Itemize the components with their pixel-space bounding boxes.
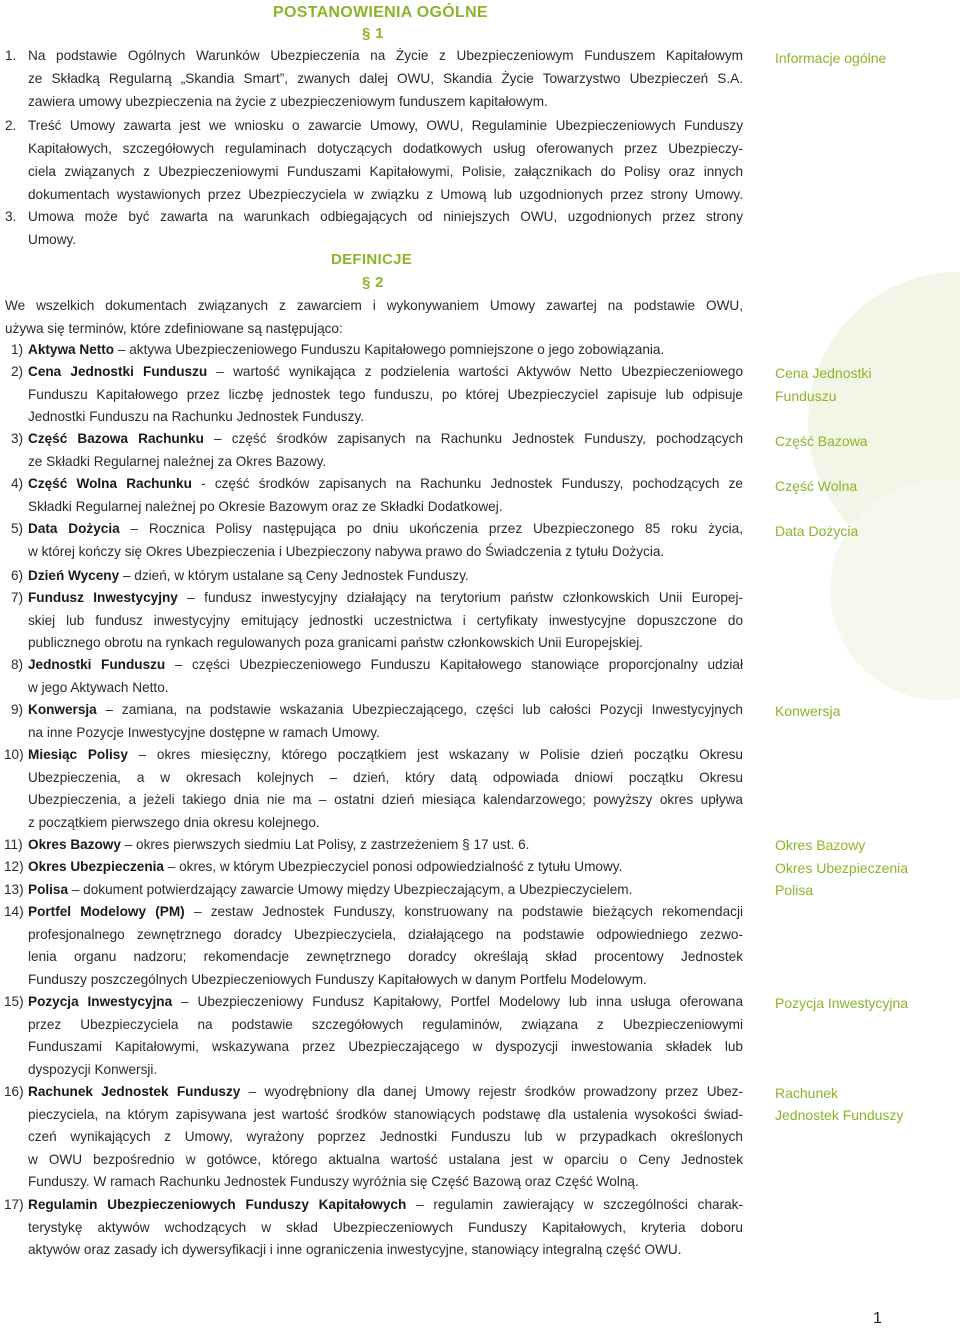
definition-term: Polisa <box>28 882 69 897</box>
definition-number: 10) <box>4 747 24 762</box>
margin-note: Okres Bazowy <box>775 837 866 853</box>
definition-number: 4) <box>11 476 24 491</box>
section-heading-general: POSTANOWIENIA OGÓLNE <box>273 4 488 21</box>
point-number: 2. <box>5 118 17 133</box>
definition-line <box>28 925 743 945</box>
margin-note: Okres Ubezpieczenia <box>775 860 909 876</box>
definition-line <box>28 519 743 539</box>
definition-line <box>28 497 503 517</box>
definition-line <box>28 1105 743 1125</box>
definition-text: profesjonalnego zewnętrznego doradcy Ubezpieczyciela, działającego na podstawie odpowiedniego zezwo- <box>28 926 743 942</box>
definition-line <box>28 362 743 382</box>
text-line: Treść Umowy zawarta jest we wniosku o zawarcie Umowy, OWU, Regulaminie Ubezpieczeniowych Funduszy <box>28 118 743 133</box>
definition-term: Część Bazowa Rachunku <box>28 431 204 446</box>
definition-term: Część Wolna Rachunku <box>28 476 192 491</box>
definition-text: czeń wynikających z Umowy, wyrażony poprzez Jednostki Funduszu lub w przypadkach określonych <box>28 1129 743 1144</box>
definition-line <box>28 947 743 967</box>
definition-line <box>28 902 743 922</box>
definition-text: skiej lub fundusz inwestycyjny emitujący jednostki uczestnictwa i certyfikaty inwestycyjne dopuszczone do <box>28 612 743 628</box>
definition-text: – regulamin zawierający w szczególności charak- <box>406 1197 743 1212</box>
definition-number: 12) <box>4 859 24 874</box>
definition-line <box>28 611 743 631</box>
definition-number: 2) <box>11 364 24 379</box>
definition-line <box>28 970 647 990</box>
definition-term: Miesiąc Polisy <box>28 747 128 762</box>
definition-text: – dzień, w którym ustalane są Ceny Jednostek Funduszy. <box>119 568 469 583</box>
definition-term: Pozycja Inwestycyjna <box>28 994 173 1009</box>
definition-line <box>28 633 643 653</box>
margin-note: Pozycja Inwestycyjna <box>775 995 909 1011</box>
definition-text: – okres, w którym Ubezpieczyciel ponosi odpowiedzialność z tytułu Umowy. <box>164 859 623 874</box>
definition-text: pieczyciela, na którym zapisywana jest wartość środków stanowiących podstawę dla ustalenia wysokości świad- <box>28 1106 743 1122</box>
definition-text: w której kończy się Okres Ubezpieczenia i Ubezpieczony nabywa prawo do Świadczenia z tytułu Dożycia. <box>28 543 665 559</box>
definition-text: Funduszami Kapitałowymi, wskazywana przez Ubezpieczającego w dyspozycji inwestowania składek lub <box>28 1039 743 1054</box>
definition-line <box>28 1218 743 1238</box>
definition-line <box>28 678 169 698</box>
definition-line <box>28 340 664 360</box>
definition-text: w jego Aktywach Netto. <box>28 679 169 695</box>
definition-line <box>28 1127 743 1147</box>
definition-text: Funduszu Kapitałowego przez liczbę jednostek tego funduszu, po której Ubezpieczyciel zapisuje lub odpisuje <box>28 386 743 402</box>
definition-text: Funduszy. W ramach Rachunku Jednostek Funduszy wyróżnia się Część Bazową oraz Część Wolną. <box>28 1174 639 1189</box>
definition-text: aktywów oraz zasady ich dywersyfikacji i inne ograniczenia inwestycyjne, stanowiący integralną część OWU. <box>28 1242 682 1257</box>
definition-term: Konwersja <box>28 702 97 717</box>
definition-line <box>28 1037 743 1057</box>
definition-text: – aktywa Ubezpieczeniowego Funduszu Kapitałowego pomniejszone o jego zobowiązania. <box>114 342 665 357</box>
paragraph-sign-1: § 1 <box>362 25 384 42</box>
margin-note: Jednostek Funduszy <box>775 1107 904 1123</box>
definition-line <box>28 474 743 494</box>
definition-number: 6) <box>11 568 24 583</box>
definition-text: – okres miesięczny, którego początkiem jest wskazany w Polisie dzień początku Okresu <box>127 747 743 762</box>
margin-note: Funduszu <box>775 388 837 404</box>
definition-text: – Rocznica Polisy następująca po dniu ukończenia przez Ubezpieczonego 85 roku życia, <box>119 521 743 536</box>
definition-line <box>28 1195 743 1215</box>
definition-text: – fundusz inwestycyjny działający na terytorium państw członkowskich Unii Europej- <box>177 590 743 605</box>
definition-number: 9) <box>11 702 24 717</box>
margin-note: Informacje ogólne <box>775 50 887 66</box>
definition-number: 1) <box>11 342 24 357</box>
page-number: 1 <box>873 1310 882 1327</box>
definition-term: Okres Bazowy <box>28 837 121 852</box>
definition-number: 5) <box>11 521 24 536</box>
text-line: Na podstawie Ogólnych Warunków Ubezpieczenia na Życie z Ubezpieczeniowym Funduszem Kapitałowym <box>28 48 743 63</box>
definition-term: Okres Ubezpieczenia <box>28 859 164 874</box>
definition-line <box>28 385 743 405</box>
definition-line <box>28 542 664 562</box>
margin-note: Część Bazowa <box>775 433 868 449</box>
definition-text: – wyodrębniony dla danej Umowy rejestr środków prowadzony przez Ubez- <box>240 1084 743 1099</box>
margin-note: Konwersja <box>775 703 841 719</box>
definition-text: – zestaw Jednostek Funduszy, konstruowany na podstawie bieżących rekomendacji <box>184 904 743 919</box>
definition-number: 16) <box>4 1084 24 1099</box>
point-number: 1. <box>5 48 17 63</box>
definition-line <box>28 700 743 720</box>
definition-number: 7) <box>11 590 24 605</box>
margin-note: Data Dożycia <box>775 523 859 539</box>
definition-line <box>28 880 632 900</box>
text-line: używa się terminów, które zdefiniowane są następująco: <box>5 321 343 336</box>
definition-number: 14) <box>4 904 24 919</box>
definition-term: Rachunek Jednostek Funduszy <box>28 1084 241 1099</box>
text-line: Umowa może być zawarta na warunkach odbiegających od niniejszych OWU, uzgodnionych przez strony <box>28 209 743 224</box>
definition-text: – części Ubezpieczeniowego Funduszu Kapitałowego stanowiące proporcjonalny udział <box>165 657 743 672</box>
margin-note: Rachunek <box>775 1085 839 1101</box>
definition-line <box>28 745 743 765</box>
definition-number: 11) <box>4 837 23 852</box>
definition-text: Jednostki Funduszu na Rachunku Jednostek Funduszy. <box>28 409 365 424</box>
definition-text: w OWU bezpośrednio w gotówce, którego aktualna wartość ustalana jest w oparciu o Ceny Jednostek <box>28 1151 743 1167</box>
definition-text: terystykę aktywów wchodzących w skład Ubezpieczeniowych Funduszy Kapitałowych, kryteria doboru <box>28 1219 743 1235</box>
definition-term: Cena Jednostki Funduszu <box>28 364 208 379</box>
definition-line <box>28 407 364 427</box>
definition-text: – zamiana, na podstawie wskazania Ubezpieczającego, części lub całości Pozycji Inwestycyjnych <box>96 702 743 717</box>
definition-text: – dokument potwierdzający zawarcie Umowy między Ubezpieczającym, a Ubezpieczycielem. <box>68 882 633 897</box>
definition-number: 15) <box>4 994 24 1009</box>
definition-line <box>28 1240 682 1260</box>
definition-line <box>28 655 743 675</box>
definition-number: 8) <box>11 657 24 672</box>
definition-line <box>28 1060 157 1080</box>
definition-line <box>28 813 320 833</box>
definition-text: lenia organu nadzoru; rekomendacje zewnętrznego doradcy określają skład procentowy Jednostek <box>28 949 743 964</box>
definition-number: 17) <box>4 1197 24 1212</box>
text-line: zawiera umowy ubezpieczenia na życie z ubezpieczeniowym funduszem kapitałowym. <box>28 94 548 109</box>
definition-text: - część środków zapisanych na Rachunku Jednostek Funduszy, pochodzących ze <box>191 476 743 491</box>
definition-term: Jednostki Funduszu <box>28 657 166 672</box>
definition-text: z początkiem pierwszego dnia okresu kolejnego. <box>28 814 320 830</box>
definition-text: – część środków zapisanych na Rachunku Jednostek Funduszy, pochodzących <box>203 431 744 446</box>
definition-line <box>28 1082 743 1102</box>
definition-text: Ubezpieczenia, a w okresach kolejnych – dzień, który datą odpowiada dniowi początku Okresu <box>28 769 743 785</box>
margin-note: Cena Jednostki <box>775 365 872 381</box>
text-line: Umowy. <box>28 232 77 247</box>
definition-term: Fundusz Inwestycyjny <box>28 590 178 605</box>
text-line: ciela związanych z Ubezpieczeniowymi Funduszami Kapitałowymi, Polisie, załącznikach do Polisy oraz innych <box>28 164 743 179</box>
definition-text: Składki Regularnej należnej po Okresie Bazowym oraz ze Składki Dodatkowej. <box>28 498 503 514</box>
section-heading-definitions: DEFINICJE <box>331 251 413 268</box>
definition-number: 13) <box>4 882 24 897</box>
definition-line <box>28 723 380 743</box>
definition-text: na inne Pozycje Inwestycyjne dostępne w ramach Umowy. <box>28 724 380 740</box>
definition-line <box>28 790 743 810</box>
definition-line <box>28 1150 743 1170</box>
definition-term: Data Dożycia <box>28 521 120 536</box>
point-number: 3. <box>5 209 17 224</box>
definition-text: publicznego obrotu na rynkach regulowanych poza granicami państw członkowskich Unii Europejskiej. <box>28 635 644 650</box>
definition-term: Regulamin Ubezpieczeniowych Funduszy Kapitałowych <box>28 1197 407 1212</box>
definition-line <box>28 1172 639 1192</box>
definition-term: Portfel Modelowy (PM) <box>28 904 185 919</box>
definition-line <box>28 992 743 1012</box>
definition-text: przez Ubezpieczyciela na podstawie szczegółowych regulaminów, związana z Ubezpieczeniowymi <box>28 1016 743 1032</box>
definition-text: – wartość wynikająca z podzielenia wartości Aktywów Netto Ubezpieczeniowego <box>207 364 743 379</box>
definition-line <box>28 566 469 586</box>
definition-line <box>28 835 529 855</box>
definition-line <box>28 857 622 877</box>
definition-term: Dzień Wyceny <box>28 568 120 583</box>
definition-text: – okres pierwszych siedmiu Lat Polisy, z zastrzeżeniem § 17 ust. 6. <box>120 837 530 852</box>
definition-line <box>28 588 743 608</box>
text-line: dokumentach wystawionych przez Ubezpieczyciela w związku z Umową lub uzgodnionych przez strony Umowy. <box>28 187 743 202</box>
margin-note: Część Wolna <box>775 478 858 494</box>
text-line: ze Składką Regularną „Skandia Smart”, zwanych dalej OWU, Skandia Życie Towarzystwo Ubezpieczeń S.A. <box>28 71 743 86</box>
margin-note: Polisa <box>775 882 814 898</box>
definition-number: 3) <box>11 431 24 446</box>
definition-line <box>28 1015 743 1035</box>
paragraph-sign-2: § 2 <box>362 274 384 291</box>
definition-text: Funduszy poszczególnych Ubezpieczeniowych Funduszy Kapitałowych w danym Portfelu Modelowym. <box>28 971 647 987</box>
definition-text: dyspozycji Konwersji. <box>28 1061 158 1077</box>
text-line: We wszelkich dokumentach związanych z zawarciem i wykonywaniem Umowy zawartej na podstawie OWU, <box>5 298 743 313</box>
definition-text: Ubezpieczenia, a jeżeli takiego dnia nie ma – ostatni dzień miesiąca kalendarzowego; powyższy okres upływa <box>28 792 743 807</box>
definition-line <box>28 768 743 788</box>
definition-line <box>28 452 326 472</box>
definition-line <box>28 429 743 449</box>
definition-text: – Ubezpieczeniowy Fundusz Kapitałowy, Portfel Modelowy lub inna usługa oferowana <box>172 994 743 1009</box>
definition-text: ze Składki Regularnej należnej za Okres Bazowy. <box>28 453 327 469</box>
text-line: Kapitałowych, szczegółowych regulaminach dotyczących dodatkowych usług oferowanych przez Ubezpieczy- <box>28 141 743 156</box>
definition-term: Aktywa Netto <box>28 342 115 357</box>
